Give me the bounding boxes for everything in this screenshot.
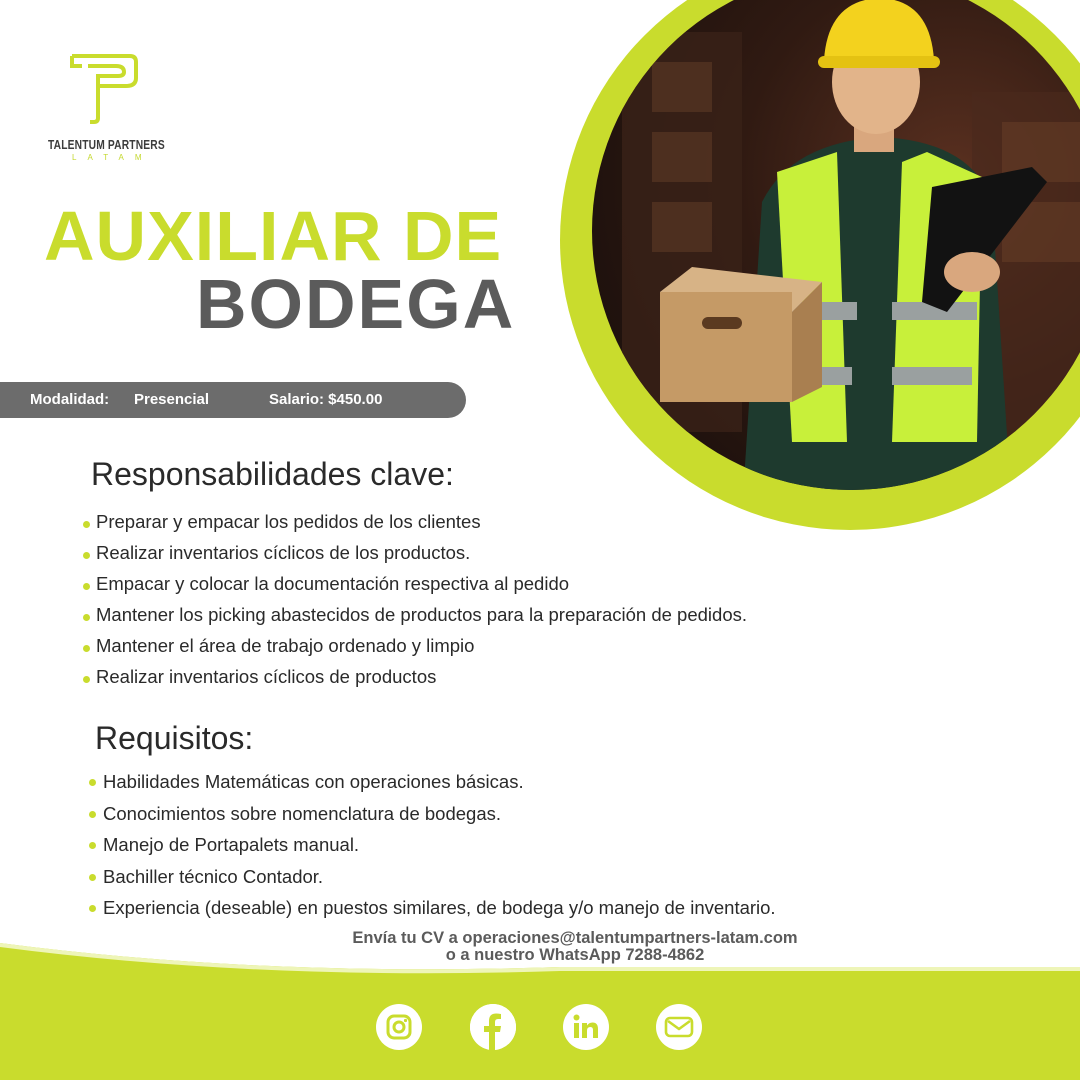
- bullet-icon: [89, 905, 96, 912]
- requisitos-heading: Requisitos:: [95, 720, 254, 756]
- job-title-line2: BODEGA: [196, 265, 516, 343]
- list-item: Habilidades Matemáticas con operaciones básicas.: [103, 770, 776, 802]
- modalidad-label: Modalidad:: [30, 391, 110, 408]
- responsabilidades-heading: Responsabilidades clave:: [91, 456, 454, 492]
- contact-email-line[interactable]: Envía tu CV a operaciones@talentumpartners-latam.com: [352, 929, 798, 947]
- list-item: Mantener los picking abastecidos de productos para la preparación de pedidos.: [96, 603, 747, 634]
- list-item: Conocimientos sobre nomenclatura de bodegas.: [103, 802, 776, 834]
- job-title-line1: AUXILIAR DE: [44, 197, 503, 275]
- brand-logo: [48, 52, 165, 162]
- bullet-icon: [83, 521, 90, 528]
- responsabilidades-list: [96, 510, 747, 696]
- brand-name: TALENTUM PARTNERS: [48, 138, 165, 152]
- requisitos-list: [103, 770, 776, 928]
- list-item: Experiencia (deseable) en puestos similares, de bodega y/o manejo de inventario.: [103, 896, 776, 928]
- facebook-icon[interactable]: [470, 1004, 516, 1050]
- list-item: Mantener el área de trabajo ordenado y limpio: [96, 634, 747, 665]
- contact-info: [300, 930, 850, 964]
- bullet-icon: [83, 614, 90, 621]
- modalidad-value: Presencial: [134, 391, 210, 408]
- list-item: Manejo de Portapalets manual.: [103, 833, 776, 865]
- talentum-logo-icon: [68, 52, 138, 124]
- bullet-icon: [83, 676, 90, 683]
- brand-sub: LATAM: [72, 153, 153, 162]
- list-item: Realizar inventarios cíclicos de productos: [96, 665, 747, 696]
- bullet-icon: [89, 811, 96, 818]
- linkedin-icon[interactable]: [563, 1004, 609, 1050]
- contact-whatsapp-line[interactable]: o a nuestro WhatsApp 7288-4862: [445, 946, 705, 964]
- job-info-bar: [0, 382, 466, 418]
- bullet-icon: [89, 779, 96, 786]
- bullet-icon: [89, 874, 96, 881]
- list-item: Empacar y colocar la documentación respectiva al pedido: [96, 572, 747, 603]
- bullet-icon: [89, 842, 96, 849]
- email-icon[interactable]: [656, 1004, 702, 1050]
- bullet-icon: [83, 552, 90, 559]
- list-item: Preparar y empacar los pedidos de los clientes: [96, 510, 747, 541]
- list-item: Realizar inventarios cíclicos de los productos.: [96, 541, 747, 572]
- salario: Salario: $450.00: [269, 391, 383, 408]
- bullet-icon: [83, 645, 90, 652]
- list-item: Bachiller técnico Contador.: [103, 865, 776, 897]
- instagram-icon[interactable]: [376, 1004, 422, 1050]
- bullet-icon: [83, 583, 90, 590]
